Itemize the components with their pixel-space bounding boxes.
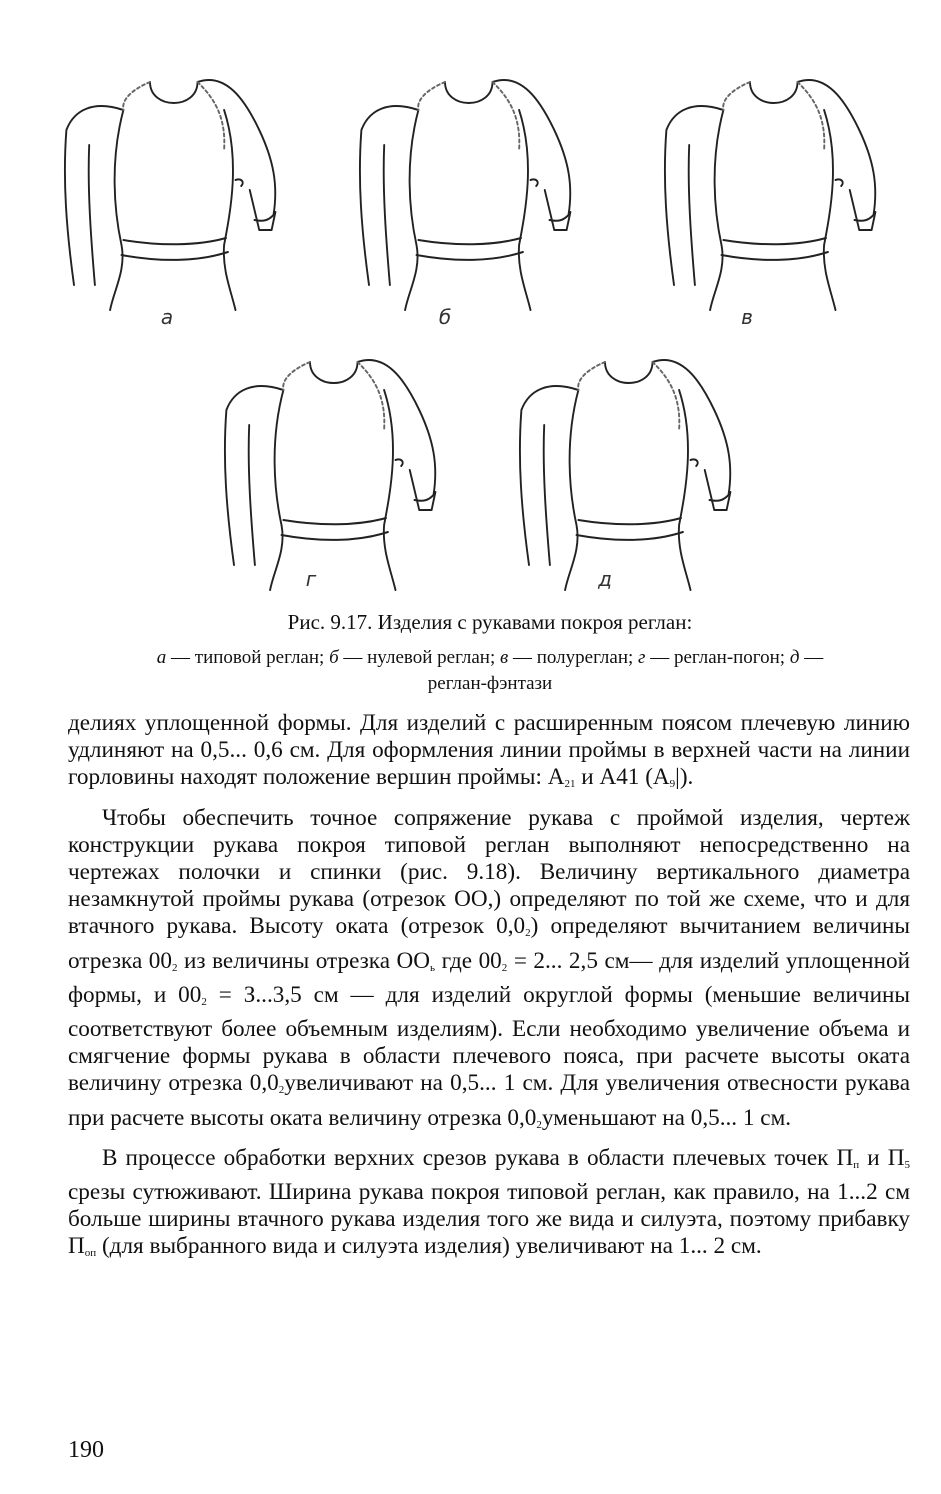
paragraph-3 — [68, 1145, 910, 1268]
legend-text-d: — — [799, 647, 824, 668]
p2-sub-6: 2 — [278, 1084, 285, 1097]
legend-text-g: — реглан-погон; — [645, 647, 790, 668]
garment-a-drawing — [65, 80, 275, 310]
legend-text-b: — нулевой реглан; — [338, 647, 501, 668]
legend-text-d-cont: реглан-фэнтази — [427, 673, 553, 694]
legend-key-v: в — [500, 647, 509, 668]
p1-sub-1: 21 — [564, 778, 576, 791]
garment-g-drawing — [225, 360, 435, 590]
p2-part-e: = 2... 2,5 см— для изделий уплощенной формы, и 00 — [68, 947, 910, 1008]
p2-sub-4: 2 — [501, 961, 508, 974]
p2-sub-2: 2 — [171, 961, 178, 974]
legend-text-a: — типовой реглан; — [166, 647, 330, 668]
p3-part-a: В процессе обработки верхних срезов рукава в области плечевых точек П — [102, 1144, 854, 1171]
p3-part-c: срезы сутюживают. Ширина рукава покроя типовой реглан, как правило, на 1...2 см больше ширины втачного рукава изделия того же вида и силуэта, поэтому прибавку П — [68, 1179, 910, 1260]
p2-part-h: уменьшают на 0,5... 1 см. — [541, 1104, 792, 1131]
figure-label-d: д — [598, 567, 612, 591]
figure-label-v: в — [741, 305, 753, 329]
figure-label-a: а — [160, 305, 174, 329]
legend-text-v: — полуреглан; — [508, 647, 639, 668]
p2-part-c: из величины отрезка ОО — [177, 947, 431, 974]
garment-sketches — [0, 0, 941, 600]
p1-part-b: и А41 (А — [575, 764, 670, 791]
figure-caption-title: Рис. 9.17. Изделия с рукавами покроя реглан: — [287, 610, 693, 634]
garment-d-drawing — [520, 360, 730, 590]
p2-part-g: увеличивают на 0,5... 1 см. Для увеличения отвесности рукава при расчете высоты оката величину отрезка 0,0 — [68, 1070, 910, 1131]
p1-part-a: делиях уплощенной формы. Для изделий с расширенным поясом плечевую линию удлиняют на 0,5... 0,6 см. Для оформления линии проймы в верхней части на линии горловины находят положение вершин проймы: А — [68, 710, 910, 791]
p1-sub-2: 9 — [669, 778, 676, 791]
p3-sub-3: оп — [84, 1247, 97, 1260]
p3-sub-2: 5 — [904, 1158, 910, 1171]
figure-caption-legend — [60, 645, 920, 697]
legend-key-a: а — [156, 647, 167, 668]
figure-label-b: б — [438, 305, 452, 329]
p2-sub-7: 2 — [536, 1118, 542, 1131]
p3-part-b: и П — [859, 1144, 905, 1171]
p2-part-d: где 00 — [435, 947, 502, 974]
figure-label-g: г — [305, 567, 317, 591]
paragraph-1 — [68, 710, 910, 799]
p2-sub-3: ь — [430, 961, 436, 974]
legend-key-b: б — [329, 647, 339, 668]
p3-sub-1: п — [853, 1158, 860, 1171]
p3-part-d: (для выбранного вида и силуэта изделия) увеличивают на 1... 2 см. — [96, 1233, 762, 1260]
page-number: 190 — [68, 1437, 104, 1463]
p2-part-a: Чтобы обеспечить точное сопряжение рукава с проймой изделия, чертеж конструкции рукава покроя типовой реглан выполняют непосредственно на чертежах полочки и спинки (рис. 9.18). Величину вертикального диаметра незамкнутой проймы рукава (отрезок ОО,) определяют по той же схеме, что и для втачного рукава. Высоту оката (отрезок 0,0 — [68, 804, 910, 940]
paragraph-2 — [68, 805, 910, 1139]
p2-sub-1: 2 — [525, 927, 531, 940]
p1-part-c: |). — [675, 764, 694, 791]
figure-raglan-garments — [0, 0, 941, 600]
p2-part-b: ) определяют вычитанием величины отрезка 00 — [68, 913, 911, 974]
body-text — [68, 710, 910, 1274]
garment-b-drawing — [360, 80, 570, 310]
garment-v-drawing — [665, 80, 875, 310]
legend-key-d: д — [789, 647, 800, 668]
legend-key-g: г — [638, 647, 646, 668]
p2-sub-5: 2 — [201, 995, 207, 1008]
p2-part-f: = З...3,5 см — для изделий округлой формы (меньшие величины соответствуют более объемным изделиям). Если необходимо увеличение объема и смягчение формы рукава в области плечевого пояса, при расчете высоты оката величину отрезка 0,0 — [68, 981, 910, 1097]
